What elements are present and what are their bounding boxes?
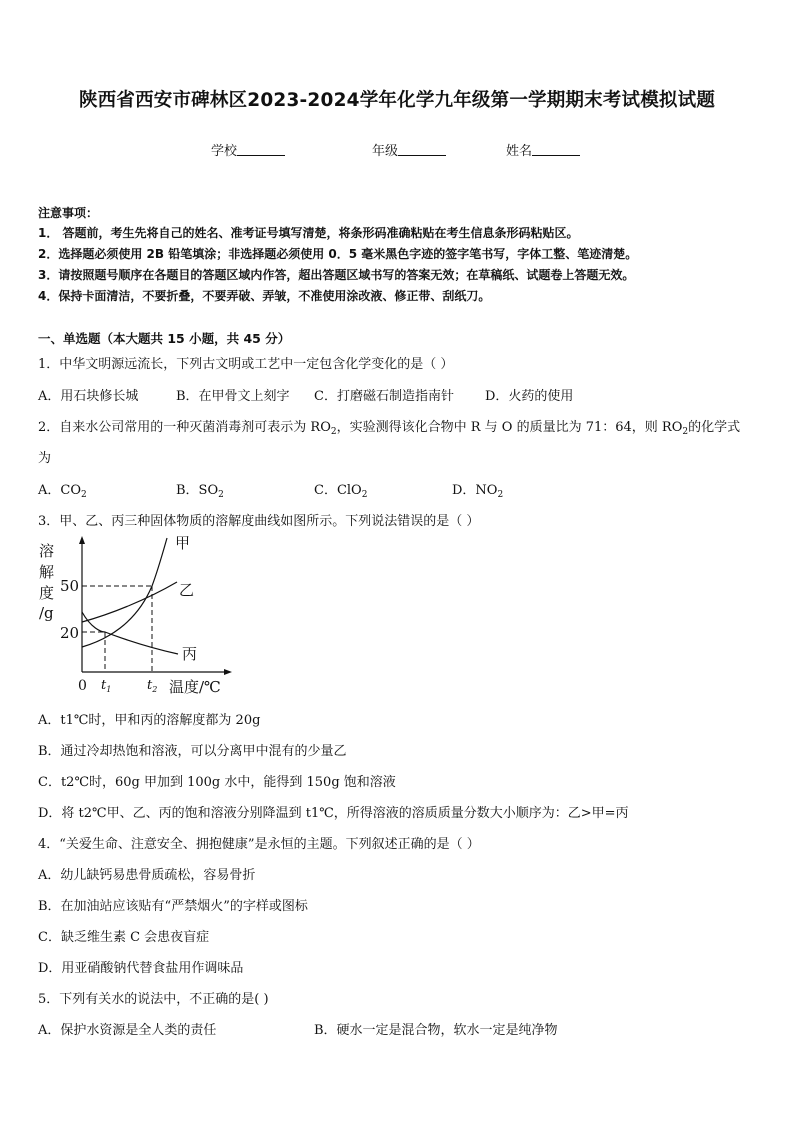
- q1-option-a[interactable]: A．用石块修长城: [38, 389, 139, 404]
- school-label: 学校: [211, 144, 238, 159]
- q1-option-d[interactable]: D．火药的使用: [485, 389, 574, 404]
- note-item-1: 1． 答题前，考生先将自己的姓名、准考证号填写清楚，将条形码准确粘贴在考生信息条形码粘贴区。: [38, 226, 579, 240]
- name-blank[interactable]: [532, 143, 580, 156]
- q2-option-d[interactable]: D．$NO_2$: [452, 483, 504, 500]
- q3-option-d[interactable]: D．将 t2℃甲、乙、丙的饱和溶液分别降温到 t1℃，所得溶液的溶质质量分数大小顺序为：乙>甲=丙: [38, 806, 629, 821]
- curve-jia: [82, 538, 167, 647]
- curve-yi: [82, 582, 177, 622]
- y-tick-20: 20: [60, 624, 80, 642]
- y-label-3: 度: [39, 584, 55, 602]
- school-field[interactable]: [211, 140, 285, 159]
- q2-stem: 2．自来水公司常用的一种灭菌消毒剂可表示为 $RO_2$，实验测得该化合物中 R 与 O 的质量比为 71：64，则 $RO_2$的化学式: [38, 420, 741, 437]
- q4-stem: 4．“关爱生命、注意安全、拥抱健康”是永恒的主题。下列叙述正确的是（ ）: [38, 837, 480, 852]
- grade-label: 年级: [372, 144, 399, 159]
- q3-stem: 3．甲、乙、丙三种固体物质的溶解度曲线如图所示。下列说法错误的是（ ）: [38, 514, 480, 529]
- name-field[interactable]: [506, 140, 580, 159]
- origin-label: 0: [78, 678, 87, 694]
- grade-blank[interactable]: [398, 143, 446, 156]
- q4-option-d[interactable]: D．用亚硝酸钠代替食盐用作调味品: [38, 961, 244, 976]
- x-axis-label: 温度/℃: [169, 678, 221, 696]
- q5-stem: 5．下列有关水的说法中，不正确的是( ): [38, 992, 269, 1007]
- q4-option-a[interactable]: A．幼儿缺钙易患骨质疏松，容易骨折: [38, 868, 256, 883]
- q4-option-c[interactable]: C．缺乏维生素 C 会患夜盲症: [38, 930, 210, 945]
- page-title: 陕西省西安市碑林区2023-2024学年化学九年级第一学期期末考试模拟试题: [78, 90, 716, 111]
- school-blank[interactable]: [237, 143, 285, 156]
- grade-field[interactable]: [372, 140, 446, 159]
- note-item-4: 4．保持卡面清洁，不要折叠，不要弄破、弄皱，不准使用涂改液、修正带、刮纸刀。: [38, 289, 491, 303]
- y-axis-arrow: [79, 536, 85, 544]
- series-label-bing: 丙: [182, 645, 198, 663]
- series-label-jia: 甲: [175, 534, 191, 552]
- section-heading: 一、单选题（本大题共 15 小题，共 45 分）: [38, 331, 291, 346]
- x-tick-t1: $t_1$: [101, 678, 112, 694]
- q2-stem-continued: 为: [38, 451, 52, 466]
- q2-option-c[interactable]: C．ClO$_2$: [314, 483, 368, 500]
- notes-heading: 注意事项：: [38, 206, 99, 220]
- q1-stem: 1．中华文明源远流长，下列古文明或工艺中一定包含化学变化的是（ ）: [38, 357, 454, 372]
- q2-option-b[interactable]: B．$SO_2$: [176, 483, 224, 500]
- q4-option-b[interactable]: B．在加油站应该贴有“严禁烟火”的字样或图标: [38, 899, 308, 914]
- series-label-yi: 乙: [179, 581, 195, 599]
- q5-option-b[interactable]: B．硬水一定是混合物，软水一定是纯净物: [314, 1023, 558, 1038]
- name-label: 姓名: [506, 144, 533, 159]
- y-label-2: 解: [39, 563, 55, 581]
- note-item-2: 2．选择题必须使用 2B 铅笔填涂；非选择题必须使用 0．5 毫米黑色字迹的签字笔书写，字体工整、笔迹清楚。: [38, 247, 638, 261]
- x-axis-arrow: [224, 669, 232, 675]
- y-tick-50: 50: [60, 577, 80, 595]
- q5-option-a[interactable]: A．保护水资源是全人类的责任: [38, 1023, 217, 1038]
- q1-option-c[interactable]: C．打磨磁石制造指南针: [314, 389, 454, 404]
- note-item-3: 3．请按照题号顺序在各题目的答题区域内作答，超出答题区域书写的答案无效；在草稿纸、试题卷上答题无效。: [38, 268, 635, 282]
- x-tick-t2: $t_2$: [147, 678, 158, 694]
- y-label-1: 溶: [39, 542, 55, 560]
- y-label-4: /g: [39, 604, 54, 622]
- q1-option-b[interactable]: B．在甲骨文上刻字: [176, 389, 290, 404]
- q3-option-b[interactable]: B．通过冷却热饱和溶液，可以分离甲中混有的少量乙: [38, 744, 347, 759]
- q2-option-a[interactable]: A．$CO_2$: [38, 483, 87, 500]
- solubility-chart: [36, 532, 236, 702]
- q3-option-c[interactable]: C．t2℃时，60g 甲加到 100g 水中，能得到 150g 饱和溶液: [38, 775, 396, 790]
- q3-option-a[interactable]: A．t1℃时，甲和丙的溶解度都为 20g: [38, 713, 261, 728]
